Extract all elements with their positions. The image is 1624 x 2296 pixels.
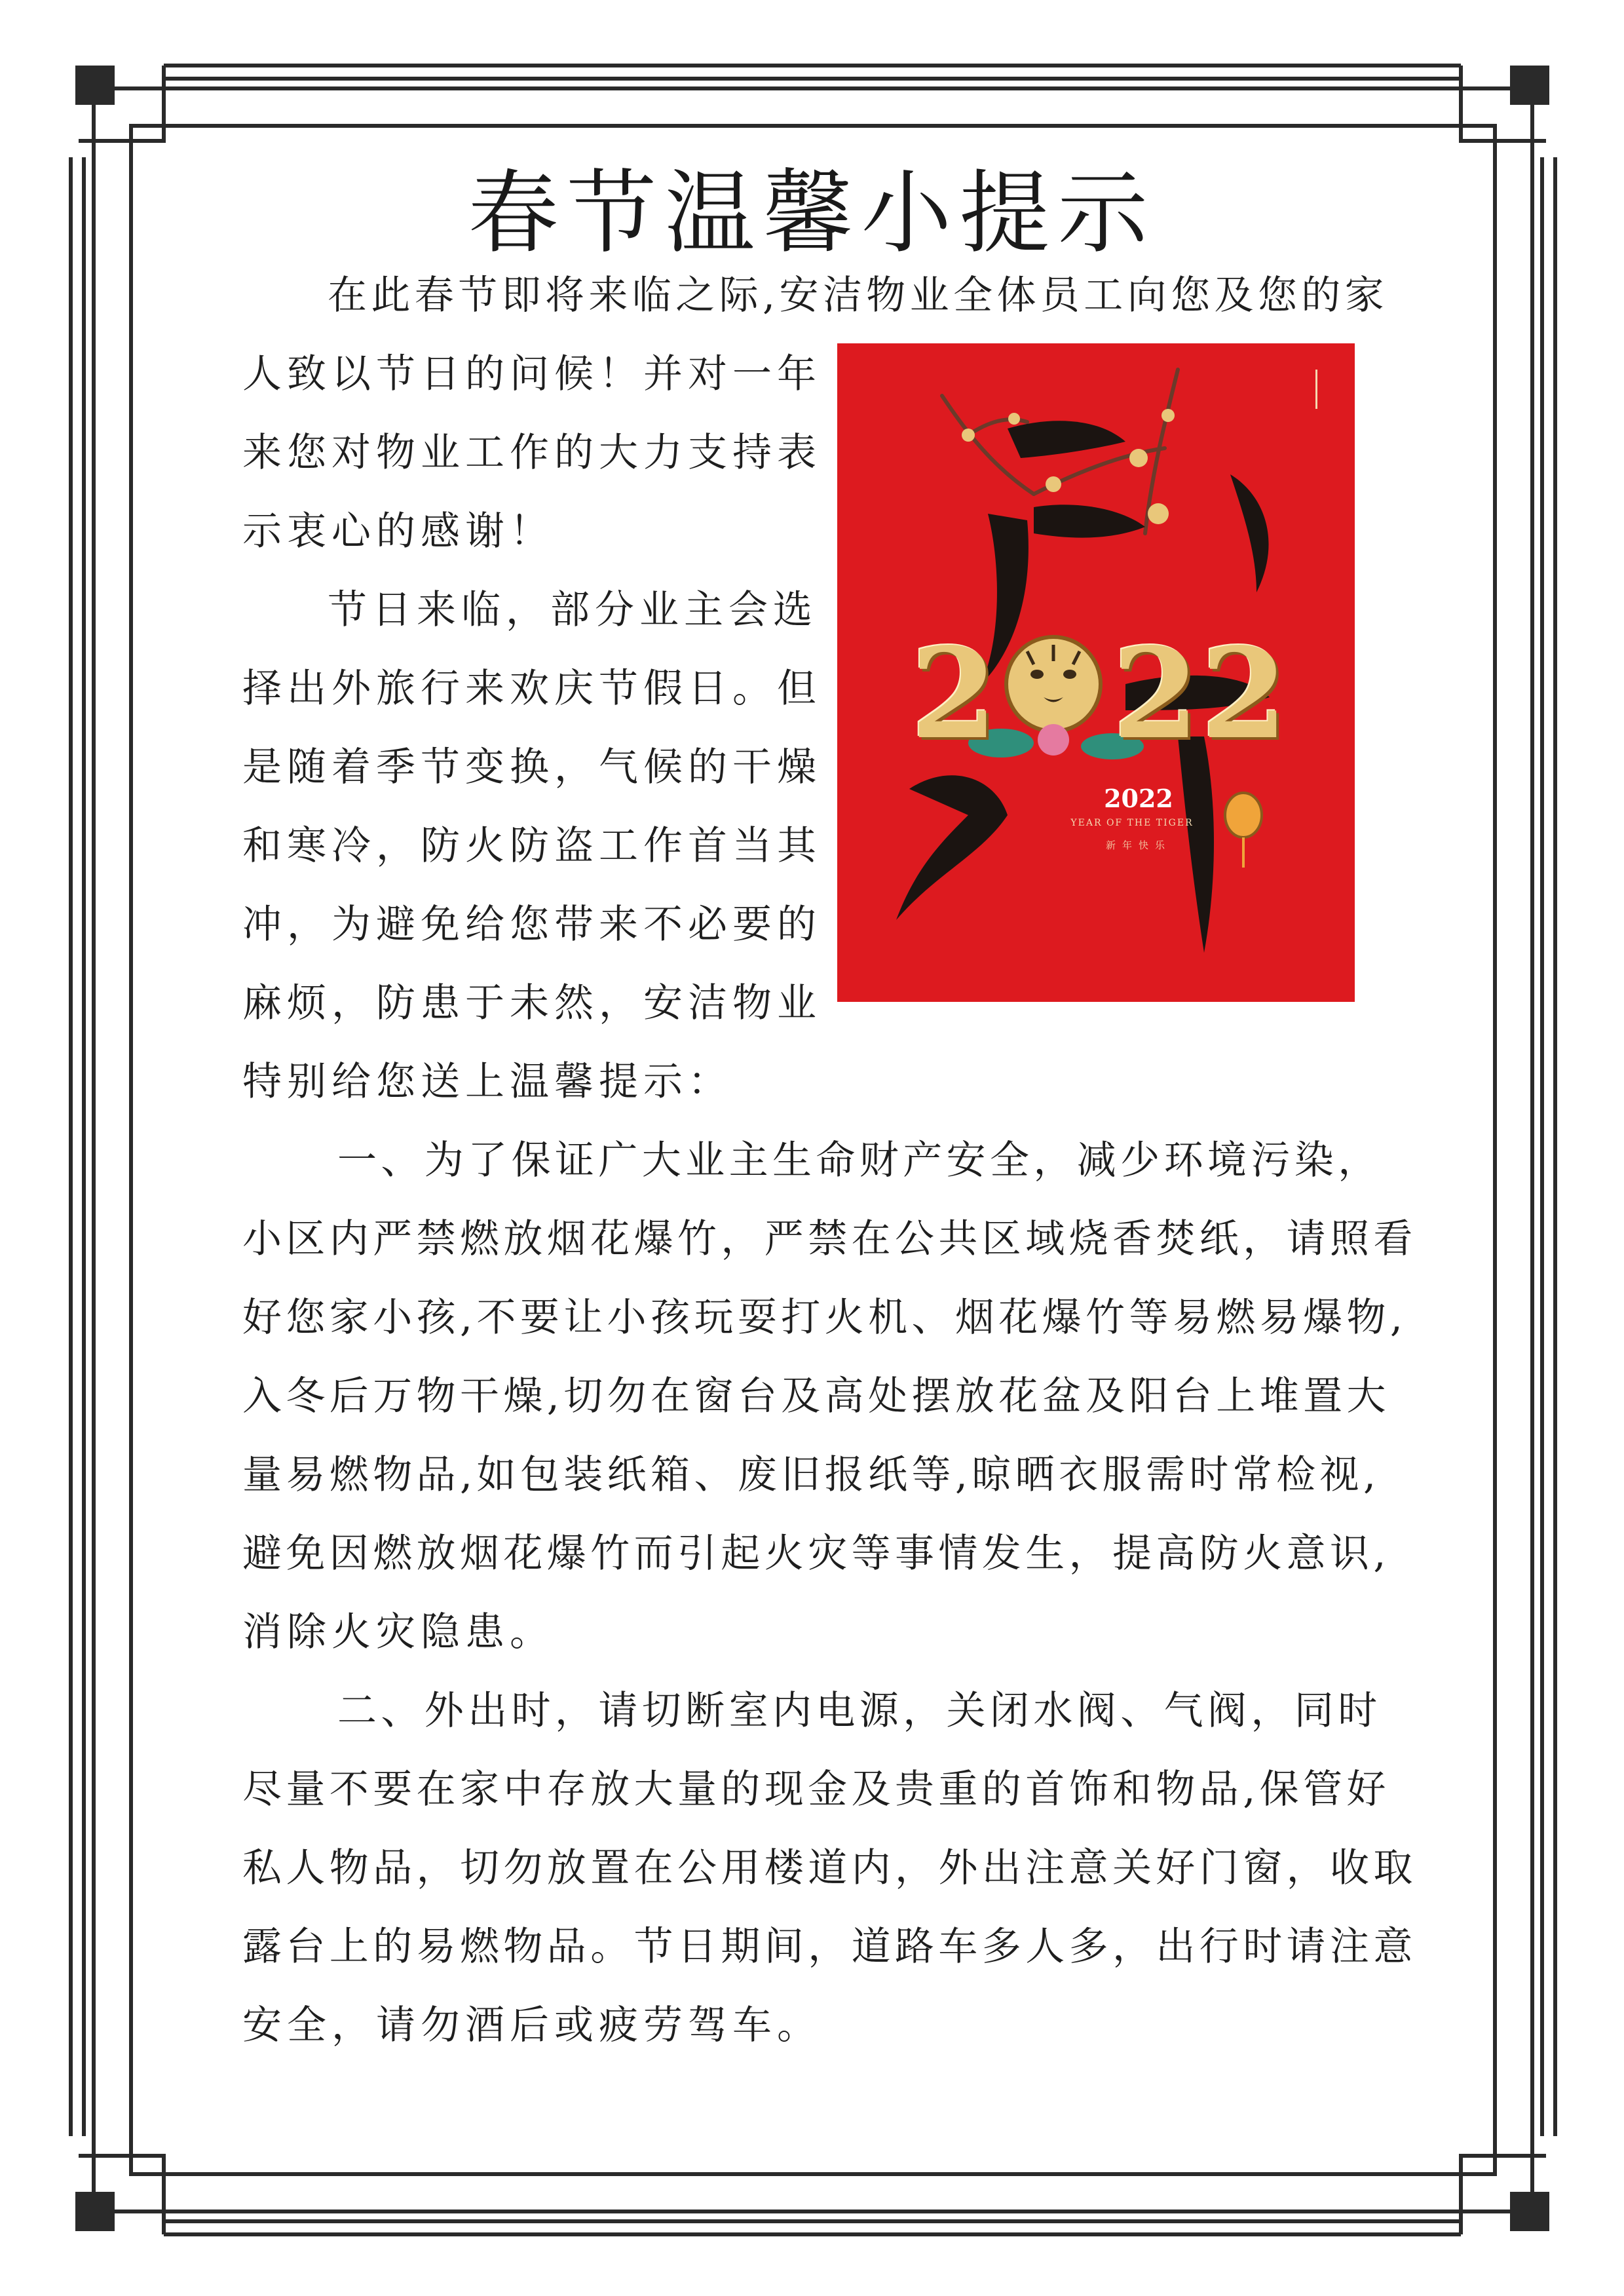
item2-line-4: 露台上的易燃物品。节日期间，道路车多人多，出行时请注意 (242, 1924, 1417, 1970)
para2-line-7: 特别给您送上温馨提示： (242, 1059, 732, 1105)
para2-line-1: 节日来临，部分业主会选 (328, 587, 818, 633)
item1-line-5: 量易燃物品,如包装纸箱、废旧报纸等,晾晒衣服需时常检视, (242, 1452, 1380, 1498)
para2-line-2: 择出外旅行来欢庆节假日。但 (242, 666, 821, 712)
item1-line-3: 好您家小孩,不要让小孩玩耍打火机、烟花爆竹等易燃易爆物, (242, 1295, 1407, 1341)
intro-line-1: 在此春节即将来临之际,安洁物业全体员工向您及您的家 (328, 273, 1389, 318)
para2-line-4: 和寒冷，防火防盗工作首当其 (242, 823, 821, 869)
intro-line-4: 示衷心的感谢！ (242, 508, 554, 554)
item1-line-4: 入冬后万物干燥,切勿在窗台及高处摆放花盆及阳台上堆置大 (242, 1373, 1390, 1419)
para2-line-5: 冲，为避免给您带来不必要的 (242, 902, 821, 947)
item2-line-3: 私人物品，切勿放置在公用楼道内，外出注意关好门窗，收取 (242, 1845, 1417, 1891)
item1-line-6: 避免因燃放烟花爆竹而引起火灾等事情发生，提高防火意识, (242, 1531, 1390, 1577)
para2-line-3: 是随着季节变换，气候的干燥 (242, 744, 821, 790)
item2-line-1: 二、外出时，请切断室内电源，关闭水阀、气阀，同时 (337, 1688, 1382, 1734)
item1-line-7: 消除火灾隐患。 (242, 1609, 554, 1655)
item1-line-1: 一、为了保证广大业主生命财产安全，减少环境污染， (337, 1138, 1382, 1183)
item1-line-2: 小区内严禁燃放烟花爆竹，严禁在公共区域烧香焚纸，请照看 (242, 1216, 1417, 1262)
intro-line-2: 人致以节日的问候！并对一年 (242, 351, 821, 397)
new-year-card-image (837, 343, 1355, 1002)
para2-line-6: 麻烦，防患于未然，安洁物业 (242, 980, 821, 1026)
item2-line-2: 尽量不要在家中存放大量的现金及贵重的首饰和物品,保管好 (242, 1767, 1390, 1812)
page-title: 春节温馨小提示 (468, 161, 1156, 266)
intro-line-3: 来您对物业工作的大力支持表 (242, 430, 821, 476)
card-digit-3: 2 (1201, 621, 1288, 767)
card-digit-1: 2 (911, 621, 998, 767)
card-wish: 新年快乐 (1105, 839, 1171, 851)
item2-line-5: 安全，请勿酒后或疲劳驾车。 (242, 2002, 821, 2048)
card-subtitle: YEAR OF THE TIGER (1070, 818, 1194, 828)
card-year-label: 2022 (1104, 784, 1173, 813)
card-digit-2: 2 (1112, 621, 1199, 767)
